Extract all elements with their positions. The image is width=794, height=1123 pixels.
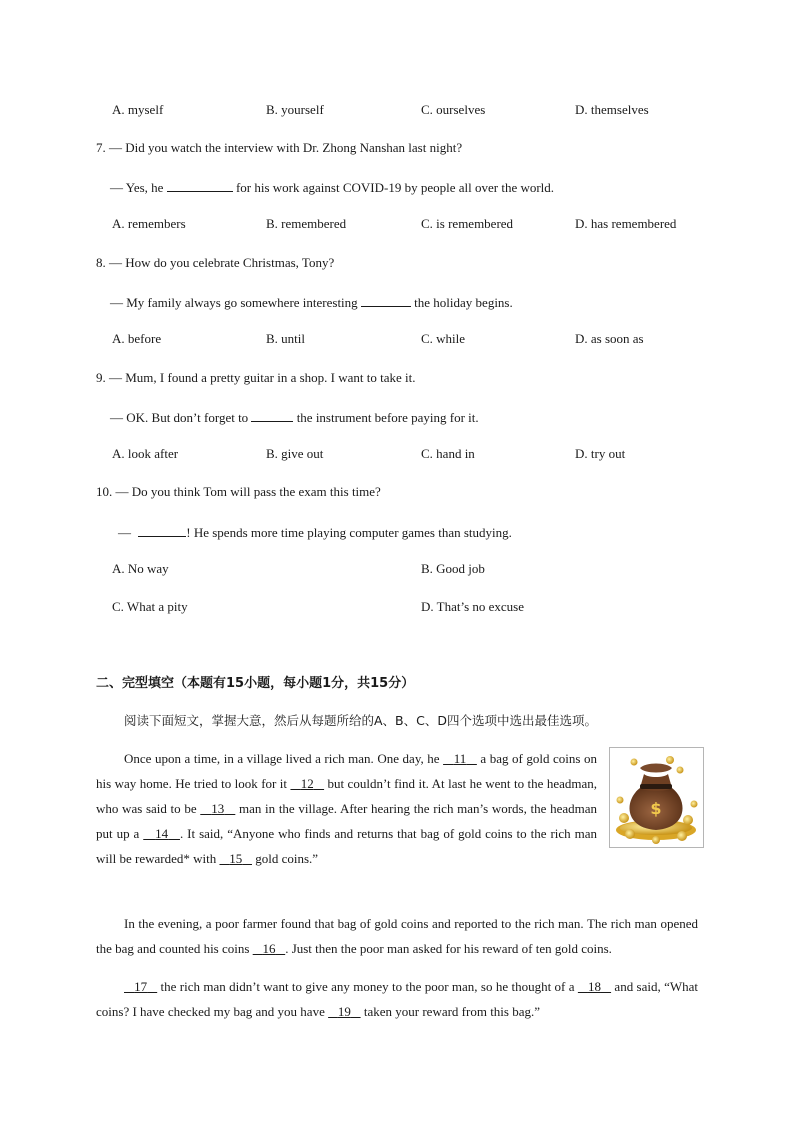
q7-blank[interactable] — [167, 178, 233, 192]
q10-option-d[interactable]: D. That’s no excuse — [421, 599, 525, 614]
q9-answer — [110, 408, 479, 426]
q8-answer — [110, 293, 513, 311]
passage-paragraph-1 — [96, 746, 597, 871]
p3-text-2: and said, “What coins? I have checked my bag and you have — [96, 979, 699, 1019]
blank-18[interactable] — [578, 979, 611, 994]
section-2-title: 二、完型填空（本题有15小题，每小题1分，共15分） — [96, 676, 415, 691]
blank-17[interactable] — [124, 979, 157, 994]
q8-answer-post: the holiday begins. — [414, 295, 513, 310]
p3-text-1: the rich man didn’t want to give any money to the poor man, so he thought of a — [157, 979, 578, 994]
q8-option-a[interactable]: A. before — [112, 331, 162, 346]
q9-option-b[interactable]: B. give out — [266, 446, 324, 461]
q10-answer-post: ! He spends more time playing computer games than studying. — [186, 525, 512, 540]
q9-question: 9. — Mum, I found a pretty guitar in a shop. I want to take it. — [96, 370, 416, 385]
q10-option-c[interactable]: C. What a pity — [112, 599, 188, 614]
p1-text-3: but couldn’t find it. At last he went to the headman, who was said to be — [96, 776, 598, 816]
q9-answer-pre: — OK. But don’t forget to — [110, 410, 249, 425]
q7-question: 7. — Did you watch the interview with Dr. Zhong Nanshan last night? — [96, 140, 463, 155]
q10-question: 10. — Do you think Tom will pass the exam this time? — [96, 484, 381, 499]
q9-option-a[interactable]: A. look after — [112, 446, 179, 461]
passage-paragraph-2 — [96, 911, 698, 961]
q8-option-d[interactable]: D. as soon as — [575, 331, 644, 346]
q6-option-d[interactable]: D. themselves — [575, 102, 649, 117]
q7-answer-pre: — Yes, he — [110, 180, 164, 195]
gold-coin-bag-image — [609, 747, 704, 848]
p1-text-5: . It said, “Anyone who finds and returns that bag of gold coins to the rich man will be rewarded* with — [96, 826, 597, 866]
blank-19-number: 19 — [337, 1004, 351, 1019]
blank-14-number: 14 — [155, 826, 169, 841]
p2-text-2: . Just then the poor man asked for his reward of ten gold coins. — [285, 941, 612, 956]
q10-option-b[interactable]: B. Good job — [421, 561, 485, 576]
p2-text-1: In the evening, a poor farmer found that bag of gold coins and reported to the rich man. The rich man opened the bag and counted his coins — [96, 916, 698, 956]
blank-16-number: 16 — [262, 941, 276, 956]
q10-blank[interactable] — [138, 523, 186, 537]
q7-option-c[interactable]: C. is remembered — [421, 216, 514, 231]
blank-13[interactable] — [200, 801, 235, 816]
gold-coin-bag-icon — [610, 748, 703, 847]
blank-17-number: 17 — [134, 979, 148, 994]
q8-option-c[interactable]: C. while — [421, 331, 466, 346]
q9-blank[interactable] — [251, 408, 293, 422]
q9-option-c[interactable]: C. hand in — [421, 446, 475, 461]
q8-answer-pre: — My family always go somewhere interesting — [110, 295, 358, 310]
q6-option-c[interactable]: C. ourselves — [421, 102, 486, 117]
q6-option-a[interactable]: A. myself — [112, 102, 164, 117]
blank-16[interactable] — [253, 941, 286, 956]
q10-answer — [118, 523, 512, 541]
q6-option-b[interactable]: B. yourself — [266, 102, 324, 117]
blank-13-number: 13 — [211, 801, 225, 816]
blank-11-number: 11 — [453, 751, 467, 766]
q7-option-b[interactable]: B. remembered — [266, 216, 347, 231]
passage-paragraph-3 — [96, 974, 698, 1024]
svg-text:$: $ — [650, 799, 662, 818]
blank-12[interactable] — [290, 776, 324, 791]
blank-15[interactable] — [219, 851, 252, 866]
q8-question: 8. — How do you celebrate Christmas, Tony? — [96, 255, 335, 270]
blank-14[interactable] — [143, 826, 180, 841]
blank-11[interactable] — [443, 751, 477, 766]
p1-text-6: gold coins.” — [251, 851, 319, 866]
q7-answer-post: for his work against COVID-19 by people all over the world. — [235, 180, 555, 195]
p1-text-2: a bag of gold coins on his way home. He tried to look for it — [96, 751, 598, 791]
p1-text-4: man in the village. After hearing the rich man’s words, the headman put up a — [96, 801, 598, 841]
q9-option-d[interactable]: D. try out — [575, 446, 626, 461]
q7-option-d[interactable]: D. has remembered — [575, 216, 677, 231]
blank-18-number: 18 — [587, 979, 601, 994]
p1-text-1: Once upon a time, in a village lived a rich man. One day, he — [124, 751, 444, 766]
blank-15-number: 15 — [229, 851, 243, 866]
q10-option-a[interactable]: A. No way — [112, 561, 169, 576]
blank-12-number: 12 — [300, 776, 314, 791]
section-2-instruction: 阅读下面短文，掌握大意，然后从每题所给的A、B、C、D四个选项中选出最佳选项。 — [124, 713, 597, 728]
q8-option-b[interactable]: B. until — [266, 331, 306, 346]
q7-answer — [110, 178, 554, 196]
q7-option-a[interactable]: A. remembers — [112, 216, 186, 231]
q10-answer-pre: — — [118, 525, 131, 540]
q8-blank[interactable] — [361, 293, 411, 307]
q9-answer-post: the instrument before paying for it. — [296, 410, 479, 425]
blank-19[interactable] — [328, 1004, 361, 1019]
p3-text-3: taken your reward from this bag.” — [360, 1004, 541, 1019]
